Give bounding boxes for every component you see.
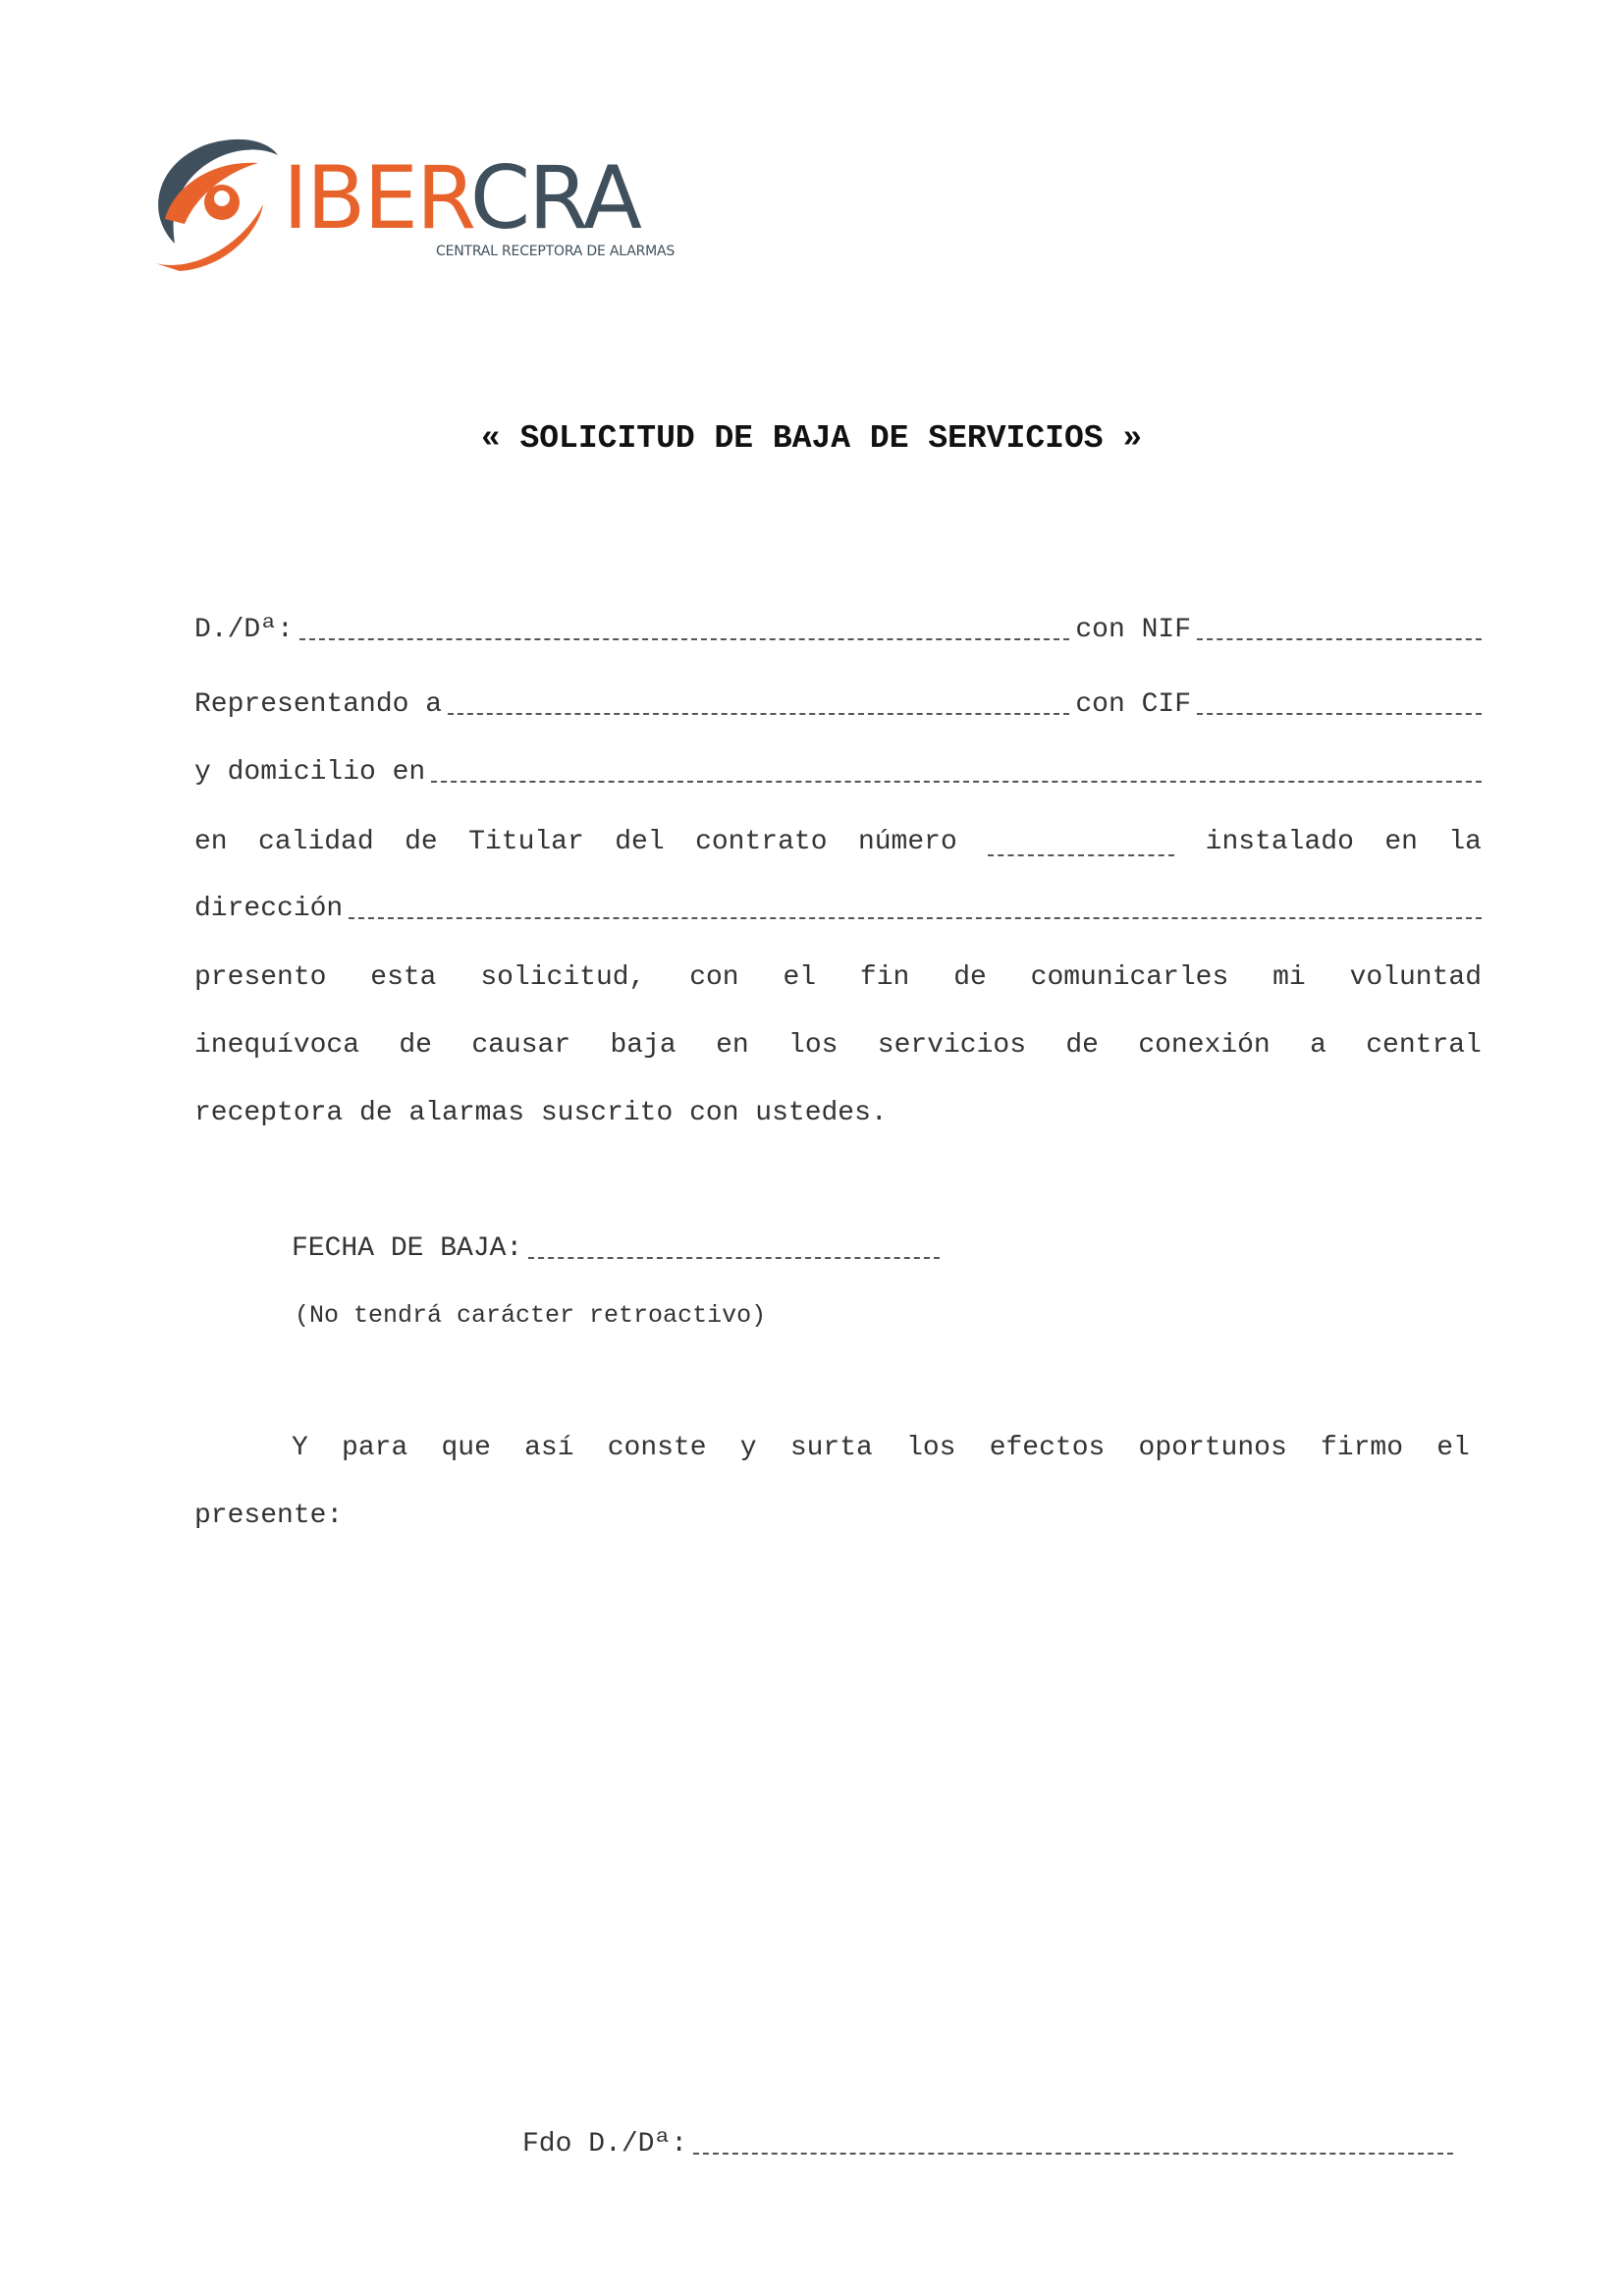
representing-label: Representando a: [194, 689, 443, 720]
domicile-line: [194, 753, 1482, 793]
logo-subtitle: CENTRAL RECEPTORA DE ALARMAS: [436, 244, 676, 259]
body-word: de: [953, 962, 987, 993]
contract-word: Titular: [468, 827, 584, 857]
body-word: el: [783, 962, 817, 993]
representing-line: [194, 685, 1482, 725]
contract-number-blank[interactable]: [988, 854, 1174, 856]
closing-word: efectos: [989, 1433, 1106, 1463]
logo-wordmark-accent: IBER: [283, 147, 470, 248]
name-label: D./Dª:: [194, 615, 294, 645]
contract-word: instalado: [1205, 827, 1354, 857]
body-word: baja: [610, 1030, 676, 1061]
termination-date-note: (No tendrá carácter retroactivo): [295, 1301, 767, 1330]
body-line-1: [194, 958, 1482, 998]
closing-word: los: [906, 1433, 956, 1463]
closing-word: oportunos: [1138, 1433, 1287, 1463]
nif-blank[interactable]: [1197, 638, 1482, 640]
contract-word: número: [857, 827, 957, 857]
body-word: central: [1366, 1030, 1482, 1061]
body-word: servicios: [877, 1030, 1027, 1061]
body-word: voluntad: [1349, 962, 1482, 993]
domicile-label: y domicilio en: [194, 757, 426, 788]
contract-word: en: [194, 827, 228, 857]
closing-end: presente:: [194, 1501, 344, 1531]
termination-date-line: [292, 1230, 940, 1269]
body-word: fin: [859, 962, 910, 993]
closing-line: [292, 1429, 1470, 1468]
contract-word: de: [405, 827, 438, 857]
logo-wordmark: [283, 147, 640, 248]
body-word: comunicarles: [1030, 962, 1229, 993]
cif-blank[interactable]: [1197, 713, 1482, 715]
closing-word: Y: [292, 1433, 308, 1463]
closing-word: que: [441, 1433, 491, 1463]
domicile-blank[interactable]: [431, 781, 1482, 783]
closing-word: para: [342, 1433, 408, 1463]
body-word: esta: [370, 962, 437, 993]
body-word: inequívoca: [194, 1030, 360, 1061]
alarm-globe-icon: [145, 126, 283, 273]
contract-word: contrato: [695, 827, 828, 857]
body-word: presento: [194, 962, 327, 993]
closing-word: firmo: [1321, 1433, 1404, 1463]
body-word: de: [1065, 1030, 1099, 1061]
closing-word: el: [1436, 1433, 1470, 1463]
representing-blank[interactable]: [448, 713, 1069, 715]
signature-label: Fdo D./Dª:: [522, 2129, 688, 2159]
contract-word: la: [1448, 827, 1482, 857]
address-blank[interactable]: [349, 917, 1482, 919]
closing-word: surta: [789, 1433, 873, 1463]
closing-word: así: [524, 1433, 574, 1463]
closing-word: conste: [607, 1433, 707, 1463]
nif-label: con NIF: [1075, 615, 1191, 645]
body-word: conexión: [1138, 1030, 1271, 1061]
body-word: los: [788, 1030, 839, 1061]
body-word: solicitud,: [480, 962, 646, 993]
termination-date-label: FECHA DE BAJA:: [292, 1233, 523, 1264]
closing-word: y: [739, 1433, 757, 1463]
document-title: « SOLICITUD DE BAJA DE SERVICIOS »: [480, 420, 1143, 457]
cif-label: con CIF: [1075, 689, 1191, 720]
address-line: [194, 890, 1482, 929]
logo-wordmark-main: CRA: [469, 147, 640, 248]
body-word: de: [399, 1030, 432, 1061]
contract-word: calidad: [258, 827, 374, 857]
signature-line: [522, 2125, 1453, 2164]
body-line-2: [194, 1026, 1482, 1066]
body-word: causar: [471, 1030, 571, 1061]
company-logo: [145, 126, 734, 273]
contract-word: en: [1384, 827, 1418, 857]
body-word: en: [716, 1030, 749, 1061]
body-word: con: [689, 962, 739, 993]
body-word: a: [1310, 1030, 1326, 1061]
termination-date-blank[interactable]: [528, 1257, 940, 1259]
address-label: dirección: [194, 894, 344, 924]
contract-line: [194, 823, 1482, 862]
body-word: mi: [1272, 962, 1306, 993]
contract-word: del: [615, 827, 665, 857]
name-blank[interactable]: [299, 638, 1070, 640]
name-line: [194, 611, 1482, 650]
signature-blank[interactable]: [693, 2153, 1453, 2155]
body-line-3: receptora de alarmas suscrito con ustedes.: [194, 1098, 888, 1128]
